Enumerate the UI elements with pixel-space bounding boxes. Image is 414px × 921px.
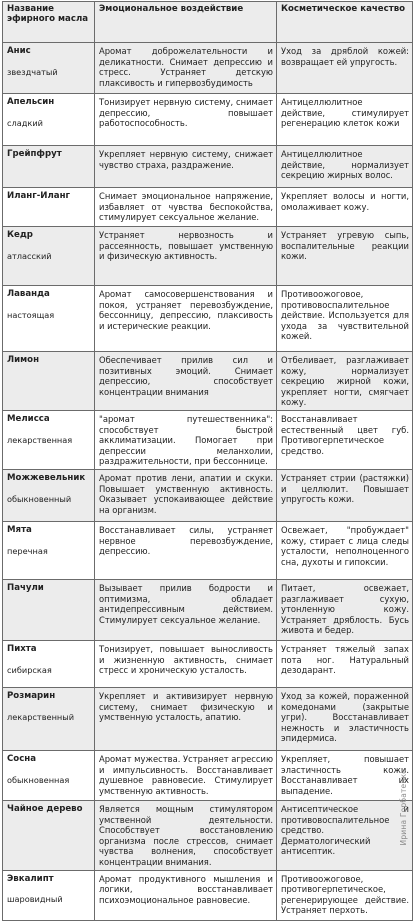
cosmetic-quality-cell: Уход за дряблой кожей: возвращает ей упругость. (277, 43, 413, 94)
table-row (3, 579, 413, 640)
emotional-effect-cell: Снимает эмоциональное напряжение, избавляет от чувства беспокойства, стимулирует сексуальное желание. (95, 188, 277, 227)
emotional-effect-cell: Тонизирует нервную систему, снимает депрессию, повышает работоспособность. (95, 94, 277, 146)
header-emotional-effect: Эмоциональное воздействие (95, 2, 277, 43)
cosmetic-quality-cell: Укрепляет волосы и ногти, омолаживает кожу. (277, 188, 413, 227)
cosmetic-quality-cell: Устраняет угревую сыпь, воспалительные реакции кожи. (277, 227, 413, 286)
emotional-effect-cell: Аромат мужества. Устраняет агрессию и импульсивность. Восстанавливает душевное равновесие. Стимулирует умственную активность. (95, 750, 277, 800)
oil-name: Апельсин (7, 97, 55, 107)
table-row (3, 640, 413, 687)
table-row (3, 146, 413, 188)
oil-name: Сосна (7, 753, 37, 764)
oil-name-cell (3, 521, 95, 579)
emotional-effect-cell: Укрепляет нервную систему, снижает чувство страха, раздражение. (95, 146, 277, 188)
oil-name: Пачули (7, 582, 44, 593)
cosmetic-quality-cell: Антицеллюлитное действие, нормализует секрецию жирных волос. (277, 146, 413, 188)
oil-variety: сладкий (7, 117, 44, 128)
emotional-effect-cell: "аромат путешественника": способствует быстрой акклиматизации. Помогает при депрессии меланхолии, раздражительности, при бессоннице. (95, 410, 277, 469)
oil-variety: атласский (7, 250, 52, 261)
oil-name-cell (3, 410, 95, 469)
table-header-row (3, 2, 413, 43)
oil-variety: настоящая (7, 309, 55, 320)
table-row (3, 94, 413, 146)
oil-variety: шаровидный (7, 894, 63, 905)
oil-name-cell (3, 687, 95, 750)
oil-name-cell (3, 870, 95, 920)
oil-name: Лимон (7, 355, 40, 365)
emotional-effect-cell: Восстанавливает силы, устраняет нервное перевозбуждение, депрессию. (95, 521, 277, 579)
table-row (3, 286, 413, 352)
oil-name: Чайное дерево (7, 803, 83, 814)
emotional-effect-cell: Обеспечивает прилив сил и позитивных эмоций. Снимает депрессию, способствует концентрации внимания (95, 352, 277, 411)
header-oil-name: Название эфирного масла (3, 2, 95, 43)
oil-variety: сибирская (7, 664, 52, 675)
cosmetic-quality-cell: Отбеливает, разглаживает кожу, нормализует секрецию жирной кожи, укрепляет ногти, смягчает кожу. (277, 352, 413, 411)
oil-variety: перечная (7, 545, 48, 556)
oil-name: Грейпфрут (7, 149, 62, 159)
oil-variety: обыкновенная (7, 774, 70, 785)
oil-name-cell (3, 43, 95, 94)
cosmetic-quality-cell: Противоожоговое, противовоспалительное действие. Используется для ухода за чувствительной кожей. (277, 286, 413, 352)
table-row (3, 469, 413, 521)
oil-name-cell (3, 146, 95, 188)
oil-name: Кедр (7, 230, 33, 240)
emotional-effect-cell: Аромат самосовершенствования и покоя, устраняет перевозбуждение, бессонницу, депрессию, плаксивость и истерические реакции. (95, 286, 277, 352)
cosmetic-quality-cell: Освежает, "пробуждает" кожу, стирает с лица следы усталости, неполноценного сна, духоты и гипоксии. (277, 521, 413, 579)
table-row (3, 227, 413, 286)
oil-name: Мята (7, 524, 32, 535)
oil-name-cell (3, 286, 95, 352)
table-row (3, 352, 413, 411)
table-row (3, 870, 413, 920)
oil-variety: обыкновенный (7, 493, 72, 504)
oils-document (2, 1, 412, 916)
oil-name: Мелисса (7, 413, 50, 424)
watermark: Ирина Горбатенко (399, 768, 408, 845)
cosmetic-quality-cell: Противоожоговое, противогерпетическое, регенерирующее действие. Устраняет перхоть. (277, 870, 413, 920)
oil-name: Лаванда (7, 289, 50, 299)
cosmetic-quality-cell: Питает, освежает, разглаживает сухую, утонленную кожу. Устраняет дряблость. Бусь живота и бедер. (277, 579, 413, 640)
table-row (3, 410, 413, 469)
oil-name-cell (3, 750, 95, 800)
table-row (3, 43, 413, 94)
table-row (3, 687, 413, 750)
oil-name: Иланг-Иланг (7, 191, 70, 201)
oil-variety: звездчатый (7, 66, 58, 77)
header-cosmetic-quality: Косметическое качество (277, 2, 413, 43)
oil-variety: лекарственный (7, 711, 75, 722)
cosmetic-quality-cell: Устраняет стрии (растяжки) и целлюлит. Повышает упругость кожи. (277, 469, 413, 521)
cosmetic-quality-cell: Антицеллюлитное действие, стимулирует регенерацию клеток кожи (277, 94, 413, 146)
table-row (3, 521, 413, 579)
cosmetic-quality-cell: Укрепляет, повышает эластичность кожи. Восстанавливает их выпадение. (277, 750, 413, 800)
cosmetic-quality-cell: Восстанавливает естественный цвет губ. Противогерпетическое средство. (277, 410, 413, 469)
table-row (3, 800, 413, 870)
oil-name: Можжевельник (7, 472, 86, 483)
essential-oils-table (2, 1, 413, 921)
oil-name: Эвкалипт (7, 873, 54, 884)
cosmetic-quality-cell: Уход за кожей, пораженной комедонами (закрытые угри). Восстанавливает нежность и эластичность эпидермиса. (277, 687, 413, 750)
oil-name-cell (3, 188, 95, 227)
oil-name-cell (3, 579, 95, 640)
table-row (3, 750, 413, 800)
emotional-effect-cell: Является мощным стимулятором умственной деятельности. Способствует восстановлению организма после стрессов, снимает чувства волнения, способствует концентрации внимания. (95, 800, 277, 870)
oil-name-cell (3, 352, 95, 411)
oil-name: Пихта (7, 643, 37, 654)
table-row (3, 188, 413, 227)
oil-name-cell (3, 94, 95, 146)
emotional-effect-cell: Аромат доброжелательности и деликатности. Снимает депрессию и стресс. Устраняет детскую плаксивость и гипервозбудимость (95, 43, 277, 94)
emotional-effect-cell: Устраняет нервозность и рассеянность, повышает умственную и физическую активность. (95, 227, 277, 286)
cosmetic-quality-cell: Антисептическое и противовоспалительное средство. Дерматологический антисептик. (277, 800, 413, 870)
cosmetic-quality-cell: Устраняет тяжелый запах пота ног. Натуральный дезодарант. (277, 640, 413, 687)
emotional-effect-cell: Укрепляет и активизирует нервную систему, снимает физическую и умственную усталость, апатию. (95, 687, 277, 750)
emotional-effect-cell: Вызывает прилив бодрости и оптимизма, обладает антидепрессивным действием. Стимулирует сексуальное желание. (95, 579, 277, 640)
oil-name: Анис (7, 46, 31, 56)
oil-name: Розмарин (7, 690, 56, 701)
oil-name-cell (3, 640, 95, 687)
oil-name-cell (3, 227, 95, 286)
emotional-effect-cell: Аромат продуктивного мышления и логики, восстанавливает психоэмоциональное равновесие. (95, 870, 277, 920)
oil-name-cell (3, 800, 95, 870)
emotional-effect-cell: Тонизирует, повышает выносливость и жизненную активность, снимает стресс и хроническую усталость. (95, 640, 277, 687)
emotional-effect-cell: Аромат против лени, апатии и скуки. Повышает умственную активность. Оказывает успокаивающее действие на организм. (95, 469, 277, 521)
oil-variety: лекарственная (7, 434, 73, 445)
oil-name-cell (3, 469, 95, 521)
